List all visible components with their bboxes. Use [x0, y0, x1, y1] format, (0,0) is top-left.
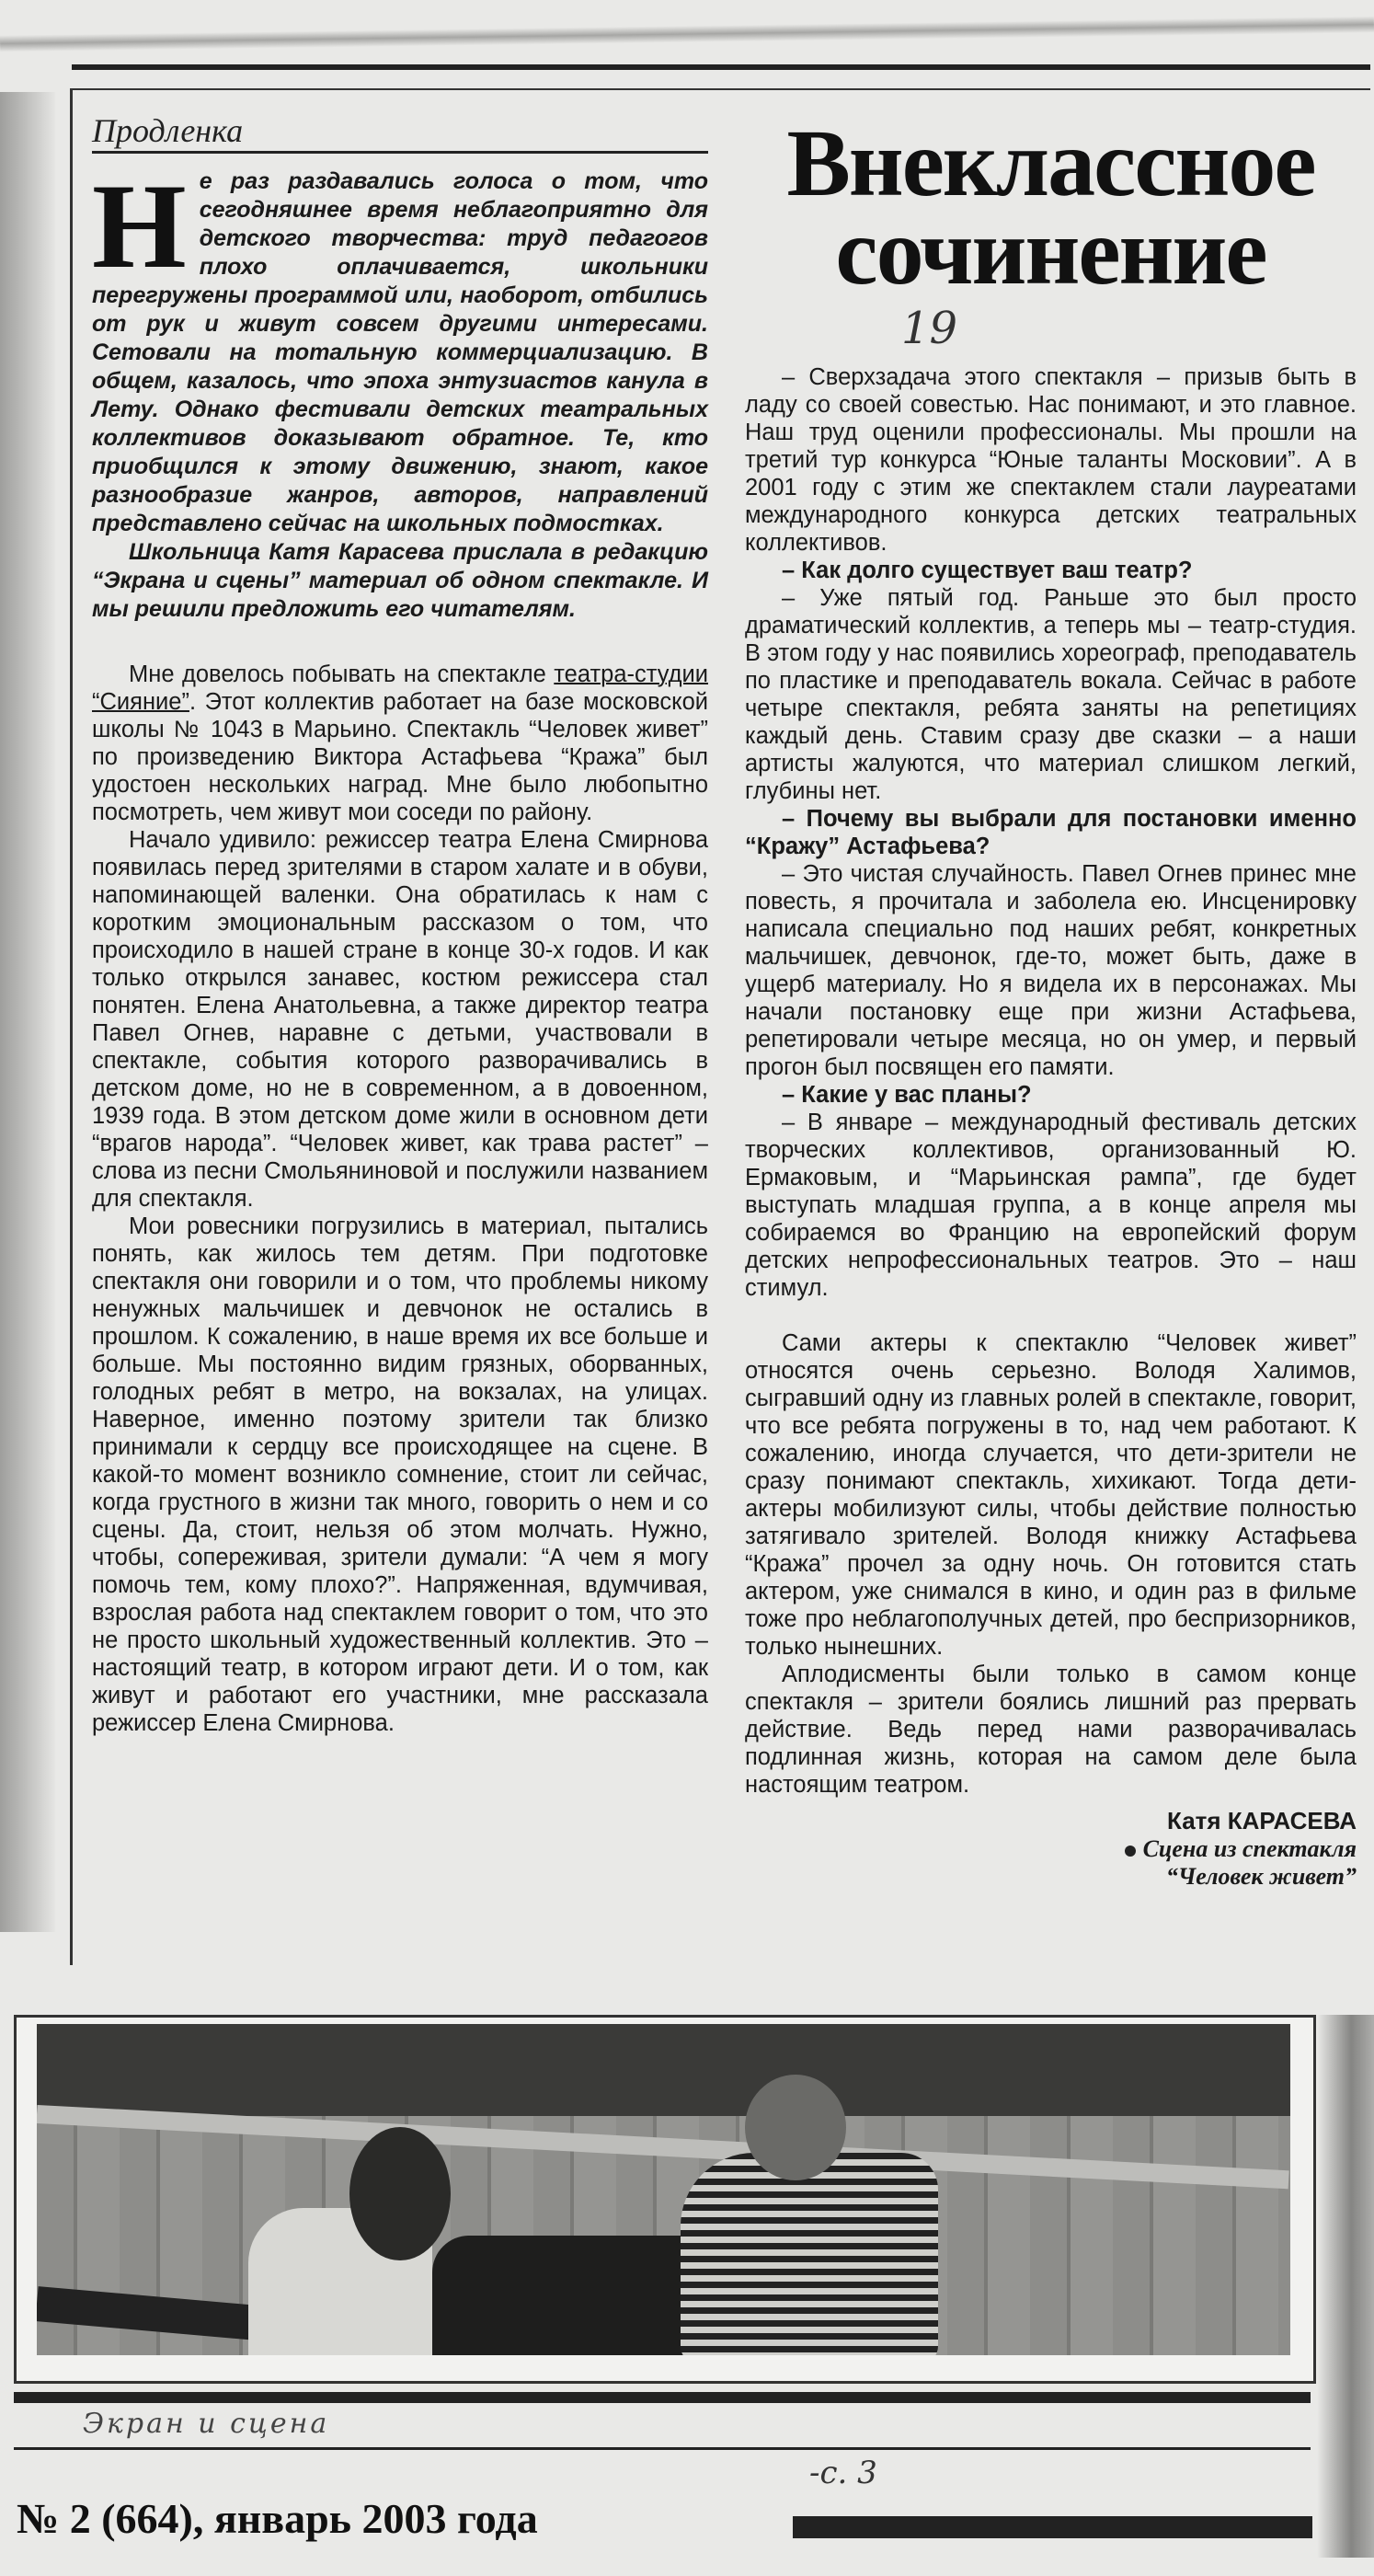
spacer [92, 624, 708, 661]
lead-block [92, 158, 708, 624]
bullet-icon [1125, 1846, 1136, 1857]
interview-body [745, 363, 1357, 1799]
top-rule-thick [72, 64, 1370, 70]
text-fragment: . Этот коллектив работает на базе московской школы № 1043 в Марьино. Спектакль “Человек живет” по произведению Виктора Астафьева “Кража” был удостоен нескольких наград. Мне было любопытно посмотреть, чем живут мои соседи по району. [92, 689, 708, 825]
section-rule [92, 151, 708, 154]
handwritten-page-note: -с. 3 [809, 2455, 877, 2491]
lead-paragraph: е раз раздавались голоса о том, что сегодняшнее время неблагоприятно для детского творчества: труд педагогов плохо оплачивается, школьники перегружены программой или, наоборот, отбились от рук и живут совсем другими интересами. Сетовали на тотальную коммерциализацию. В общем, казалось, что эпоха энтузиастов канула в Лету. Однако фестивали детских театральных коллективов доказывают обратное. Те, кто приобщился к этому движению, знают, какое разнообразие жанров, авторов, направлений представлено сейчас на школьных подмостках. [92, 168, 708, 536]
left-body [92, 661, 708, 1737]
question: – Как долго существует ваш театр? [782, 558, 1193, 583]
answer-paragraph: – Сверхзадача этого спектакля – призыв быть в ладу со своей совестью. Нас понимают, и это главное. Наш труд оценили профессионалы. Мы прошли на третий тур конкурса “Юные таланты Московии”. А в 2001 году с этим же спектаклем стали лауреатами международного конкурса детских театральных коллективов. [745, 364, 1357, 556]
text-fragment: Мне довелось побывать на спектакле [129, 661, 555, 687]
theatre-name-underlined: театра-студии “Сияние” [92, 661, 708, 715]
footer-bar [793, 2516, 1312, 2538]
caption-text: Сцена из спектакля [1142, 1835, 1357, 1862]
photo-actor-head [745, 2075, 846, 2180]
footer-rule-thick [14, 2392, 1311, 2403]
right-column [745, 363, 1357, 1891]
caption-line [745, 1835, 1357, 1863]
scan-shadow-right [1317, 2015, 1374, 2558]
frame-left-rule [70, 88, 73, 1965]
question: – Почему вы выбрали для постановки именно “Кражу” Астафьева? [745, 806, 1357, 859]
drop-cap: Н [92, 158, 187, 293]
issue-line: № 2 (664), январь 2003 года [17, 2495, 538, 2542]
body-paragraph: Сами актеры к спектаклю “Человек живет” относятся очень серьезно. Володя Халимов, сыгравший одну из главных ролей в спектакле, говорит, что все ребята погружены в то, над чем работают. К сожалению, иногда случается, что дети-зрители не сразу понимают спектакль, хихикают. Тогда дети-актеры мобилизуют силы, чтобы действие полностью затягивало зрителей. Володя книжку Астафьева “Кража” прочел за одну ночь. Он готовится стать актером, уже снимался в кино, и один раз в фильме тоже про неблагополучных детей, про беспризорников, только нынешних. [745, 1330, 1357, 1660]
answer-paragraph: – Это чистая случайность. Павел Огнев принес мне повесть, я прочитала и заболела ею. Инсценировку написала специально под наших ребят, конкретных мальчишек, девчонок, где-то, может быть, даже в ущерб материалу. Но я видела их в персонажах. Мы начали постановку еще при жизни Астафьева, репетировали четыре месяца, но он умер, и первый прогон был посвящен его памяти. [745, 861, 1357, 1080]
body-paragraph: Аплодисменты были только в самом конце спектакля – зрители боялись лишний раз прервать действие. Ведь перед нами разворачивалась подлинная жизнь, которая на самом деле была настоящим театром. [745, 1662, 1357, 1798]
spacer [745, 1302, 1357, 1329]
section-label: Продленка [92, 112, 244, 149]
question: – Какие у вас планы? [782, 1082, 1032, 1108]
body-paragraph: Мои ровесники погрузились в материал, пытались понять, как жилось тем детям. При подготовке спектакля они говорили и о том, что проблемы никому ненужных мальчишек и девчонок не остались в прошлом. К сожалению, в наше время их все больше и больше. Мы постоянно видим грязных, оборванных, голодных ребят в метро, на вокзалах, на улицах. Наверное, именно поэтому зрители так близко принимали к сердцу все происходящее на сцене. В какой-то момент возникло сомнение, стоит ли сейчас, когда грустного в жизни так много, говорить о нем и со сцены. Да, стоит, нельзя об этом молчать. Нужно, чтобы, сопереживая, зрители думали: “А чем я могу помочь тем, кому плохо?”. Напряженная, вдумчивая, взрослая работа над спектаклем говорит о том, что это не просто школьный художественный коллектив. Это – настоящий театр, в котором играют дети. И о том, как живут и работают его участники, мне рассказала режиссер Елена Смирнова. [92, 1213, 708, 1736]
scan-artifact-top [0, 17, 1374, 52]
top-rule-thin [72, 88, 1370, 90]
headline-line: Внеклассное [786, 110, 1315, 216]
scan-shadow-left [0, 92, 55, 1932]
handwritten-source-note: Экран и сцена [83, 2408, 330, 2440]
footer-rule-thin [14, 2447, 1311, 2450]
author-byline: Катя КАРАСЕВА [1167, 1807, 1357, 1834]
left-column [92, 158, 708, 1737]
caption-line: “Человек живет” [1165, 1863, 1357, 1890]
lead-paragraph-intro: Школьница Катя Карасева прислала в редакцию “Экрана и сцены” материал об одном спектакле. И мы решили предложить его читателям. [92, 539, 708, 622]
answer-paragraph: – Уже пятый год. Раньше это был просто драматический коллектив, а теперь мы – театр-студия. В этом году у нас появились хореограф, преподаватель по пластике и преподаватель вокала. Сейчас в работе четыре спектакля, ребята заняты на репетициях каждый день. Ставим сразу две сказки – а наши артисты жалуются, что материал слишком легкий, глубины нет. [745, 585, 1357, 804]
photo-caption [745, 1835, 1357, 1891]
scene-photo [37, 2024, 1290, 2355]
answer-paragraph: – В январе – международный фестиваль детских творческих коллективов, организованный Ю. Ермаковым, и “Марьинская рампа”, где будет выступать младшая группа, а в конце апреля мы собираемся во Францию на европейский форум детских непрофессиональных театров. Это – наш стимул. [745, 1110, 1357, 1301]
body-paragraph: Начало удивило: режиссер театра Елена Смирнова появилась перед зрителями в старом халате и в обуви, напоминающей валенки. Она обратилась к нам с коротким эмоциональным рассказом о том, что происходило в нашей стране в конце 30-х годов. И как только открылся занавес, костюм режиссера стал понятен. Елена Анатольевна, а также директор театра Павел Огнев, наравне с детьми, участвовали в спектакле, события которого разворачивались в детском доме, но не в современном, а в довоенном, 1939 года. В этом детском доме жили в основном дети “врагов народа”. “Человек живет, как трава растет” – слова из песни Смольяниновой и послужили названием для спектакля. [92, 827, 708, 1212]
photo-actor-striped-shirt [681, 2153, 938, 2355]
headline [745, 110, 1357, 305]
headline-line: сочинение [835, 199, 1266, 305]
photo-actor-head [349, 2127, 451, 2260]
body-paragraph [92, 661, 708, 826]
handwritten-number: 19 [901, 303, 958, 354]
